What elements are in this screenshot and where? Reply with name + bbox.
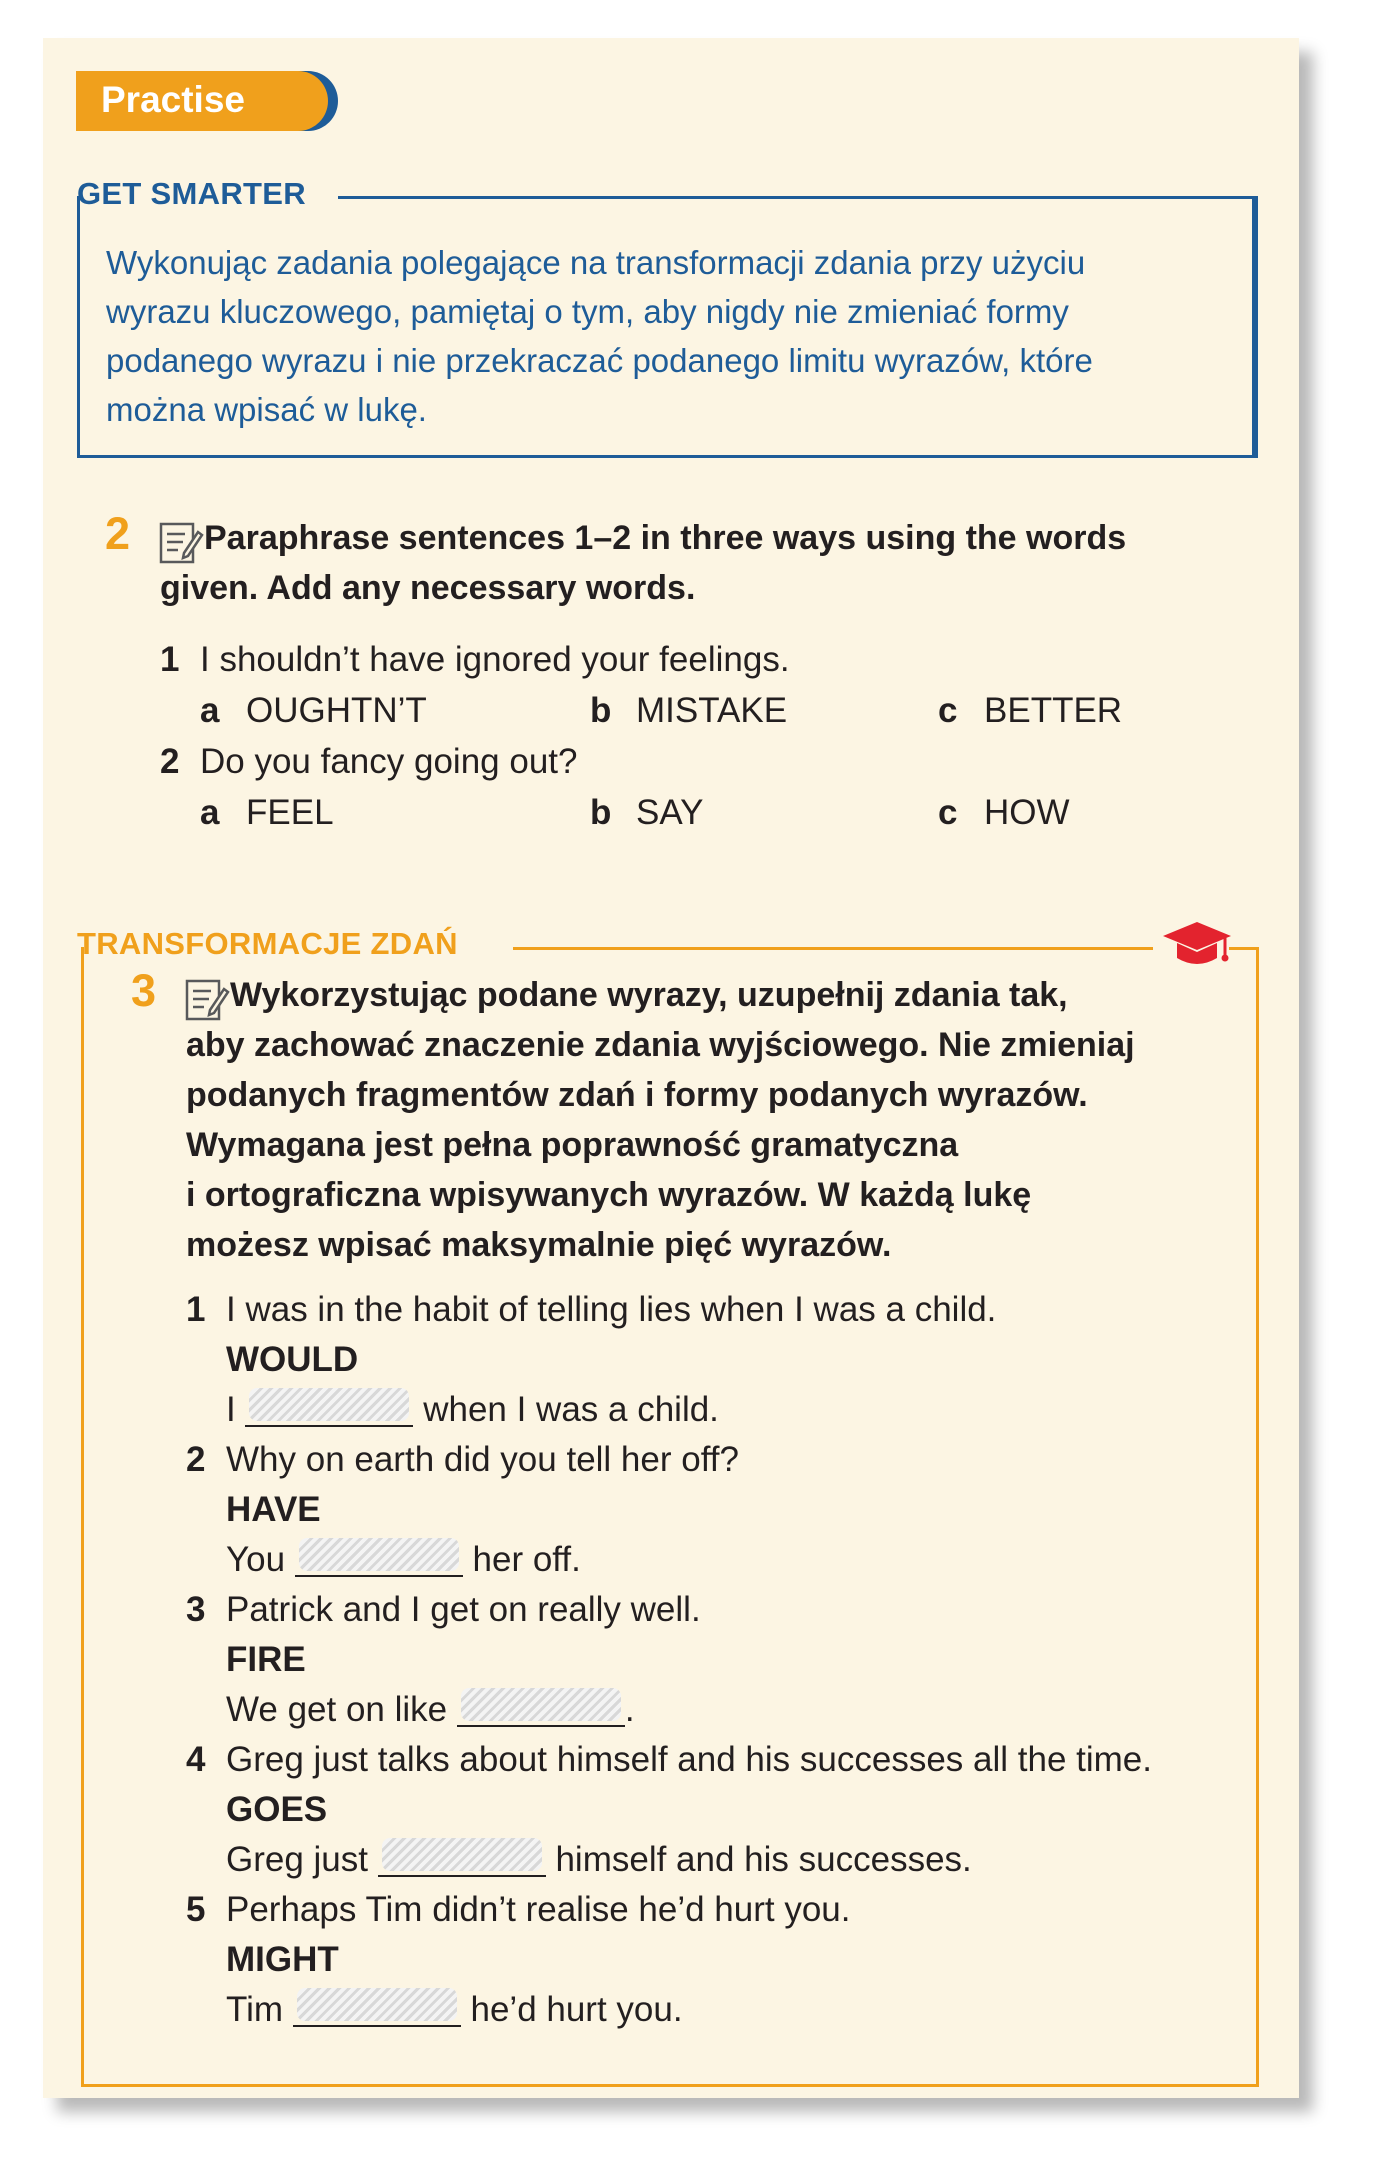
practise-label: Practise xyxy=(101,79,245,120)
item-number: 4 xyxy=(186,1740,206,1779)
instruction-line: i ortograficzna wpisywanych wyrazów. W każdą lukę xyxy=(186,1176,1032,1214)
answer-gap[interactable] xyxy=(293,1985,461,2027)
answer-suffix: himself and his successes. xyxy=(555,1840,972,1879)
keyword: WOULD xyxy=(226,1340,359,1379)
item-number: 2 xyxy=(186,1440,206,1479)
option-letter: a xyxy=(200,793,220,832)
answer-line xyxy=(226,1385,719,1435)
answer-prefix: We get on like xyxy=(226,1690,448,1729)
get-smarter-title: GET SMARTER xyxy=(77,176,306,211)
answer-line xyxy=(226,1685,635,1735)
answer-line xyxy=(226,1985,683,2035)
answer-prefix: I xyxy=(226,1390,236,1429)
instruction-line: Paraphrase sentences 1–2 in three ways using the words xyxy=(204,519,1127,557)
exercise-2-item-1 xyxy=(160,635,790,685)
option-1c xyxy=(938,686,1122,736)
answer-gap[interactable] xyxy=(457,1685,625,1727)
exercise-3-instructions xyxy=(186,970,1256,1270)
option-2c xyxy=(938,788,1070,838)
exercise-3-item-1 xyxy=(186,1285,996,1335)
item-sentence: I was in the habit of telling lies when I was a child. xyxy=(226,1290,997,1329)
item-sentence: I shouldn’t have ignored your feelings. xyxy=(200,640,790,679)
get-smarter-text xyxy=(106,238,1246,434)
exercise-3-item-5 xyxy=(186,1885,851,1935)
option-letter: b xyxy=(590,691,612,730)
item-number: 3 xyxy=(186,1590,206,1629)
option-letter: b xyxy=(590,793,612,832)
option-word: FEEL xyxy=(246,793,334,832)
option-word: BETTER xyxy=(984,691,1123,730)
answer-prefix: You xyxy=(226,1540,286,1579)
get-smarter-line: wyrazu kluczowego, pamiętaj o tym, aby nigdy nie zmieniać formy xyxy=(106,293,1069,330)
exercise-3-number: 3 xyxy=(131,965,157,1016)
item-sentence: Patrick and I get on really well. xyxy=(226,1590,701,1629)
graduation-cap-icon xyxy=(1161,916,1233,974)
exercise-2-item-2 xyxy=(160,737,577,787)
keyword: FIRE xyxy=(226,1640,306,1679)
answer-prefix: Greg just xyxy=(226,1840,368,1879)
exercise-2-number: 2 xyxy=(105,508,131,559)
option-letter: c xyxy=(938,691,958,730)
option-letter: c xyxy=(938,793,958,832)
instruction-line: Wykorzystując podane wyrazy, uzupełnij zdania tak, xyxy=(230,976,1068,1014)
exercise-3-item-4 xyxy=(186,1735,1152,1785)
practise-badge xyxy=(76,71,328,131)
keyword: GOES xyxy=(226,1790,328,1829)
keyword: MIGHT xyxy=(226,1940,339,1979)
option-2b xyxy=(590,788,703,838)
option-1a xyxy=(200,686,427,736)
answer-suffix: . xyxy=(624,1690,635,1729)
item-number: 2 xyxy=(160,742,180,781)
exercise-3-item-3 xyxy=(186,1585,701,1635)
answer-gap[interactable] xyxy=(295,1535,463,1577)
exercise-2-instructions xyxy=(160,513,1260,613)
get-smarter-line: podanego wyrazu i nie przekraczać podanego limitu wyrazów, które xyxy=(106,342,1093,379)
item-sentence: Greg just talks about himself and his successes all the time. xyxy=(226,1740,1152,1779)
page xyxy=(43,38,1299,2098)
item-sentence: Do you fancy going out? xyxy=(200,742,578,781)
instruction-line: aby zachować znaczenie zdania wyjściowego. Nie zmieniaj xyxy=(186,1026,1135,1064)
get-smarter-line: Wykonując zadania polegające na transformacji zdania przy użyciu xyxy=(106,244,1086,281)
answer-suffix: when I was a child. xyxy=(423,1390,719,1429)
instruction-line: podanych fragmentów zdań i formy podanych wyrazów. xyxy=(186,1076,1088,1114)
item-number: 5 xyxy=(186,1890,206,1929)
answer-line xyxy=(226,1835,972,1885)
answer-suffix: he’d hurt you. xyxy=(470,1990,683,2029)
option-word: SAY xyxy=(636,793,704,832)
option-word: OUGHTN’T xyxy=(246,691,427,730)
transformacje-title: TRANSFORMACJE ZDAŃ xyxy=(77,926,458,961)
get-smarter-line: można wpisać w lukę. xyxy=(106,391,427,428)
instruction-line: możesz wpisać maksymalnie pięć wyrazów. xyxy=(186,1226,892,1264)
answer-suffix: her off. xyxy=(472,1540,581,1579)
item-sentence: Perhaps Tim didn’t realise he’d hurt you. xyxy=(226,1890,851,1929)
option-1b xyxy=(590,686,787,736)
transformacje-box-edge xyxy=(81,964,84,2087)
option-word: HOW xyxy=(984,793,1070,832)
exercise-3-item-2 xyxy=(186,1435,739,1485)
instruction-line: given. Add any necessary words. xyxy=(160,569,696,607)
option-word: MISTAKE xyxy=(636,691,788,730)
item-sentence: Why on earth did you tell her off? xyxy=(226,1440,739,1479)
answer-gap[interactable] xyxy=(378,1835,546,1877)
option-2a xyxy=(200,788,334,838)
item-number: 1 xyxy=(160,640,180,679)
answer-prefix: Tim xyxy=(226,1990,284,2029)
item-number: 1 xyxy=(186,1290,206,1329)
keyword: HAVE xyxy=(226,1490,321,1529)
answer-gap[interactable] xyxy=(245,1385,413,1427)
answer-line xyxy=(226,1535,581,1585)
get-smarter-box-edge xyxy=(1255,196,1258,458)
option-letter: a xyxy=(200,691,220,730)
instruction-line: Wymagana jest pełna poprawność gramatyczna xyxy=(186,1126,959,1164)
